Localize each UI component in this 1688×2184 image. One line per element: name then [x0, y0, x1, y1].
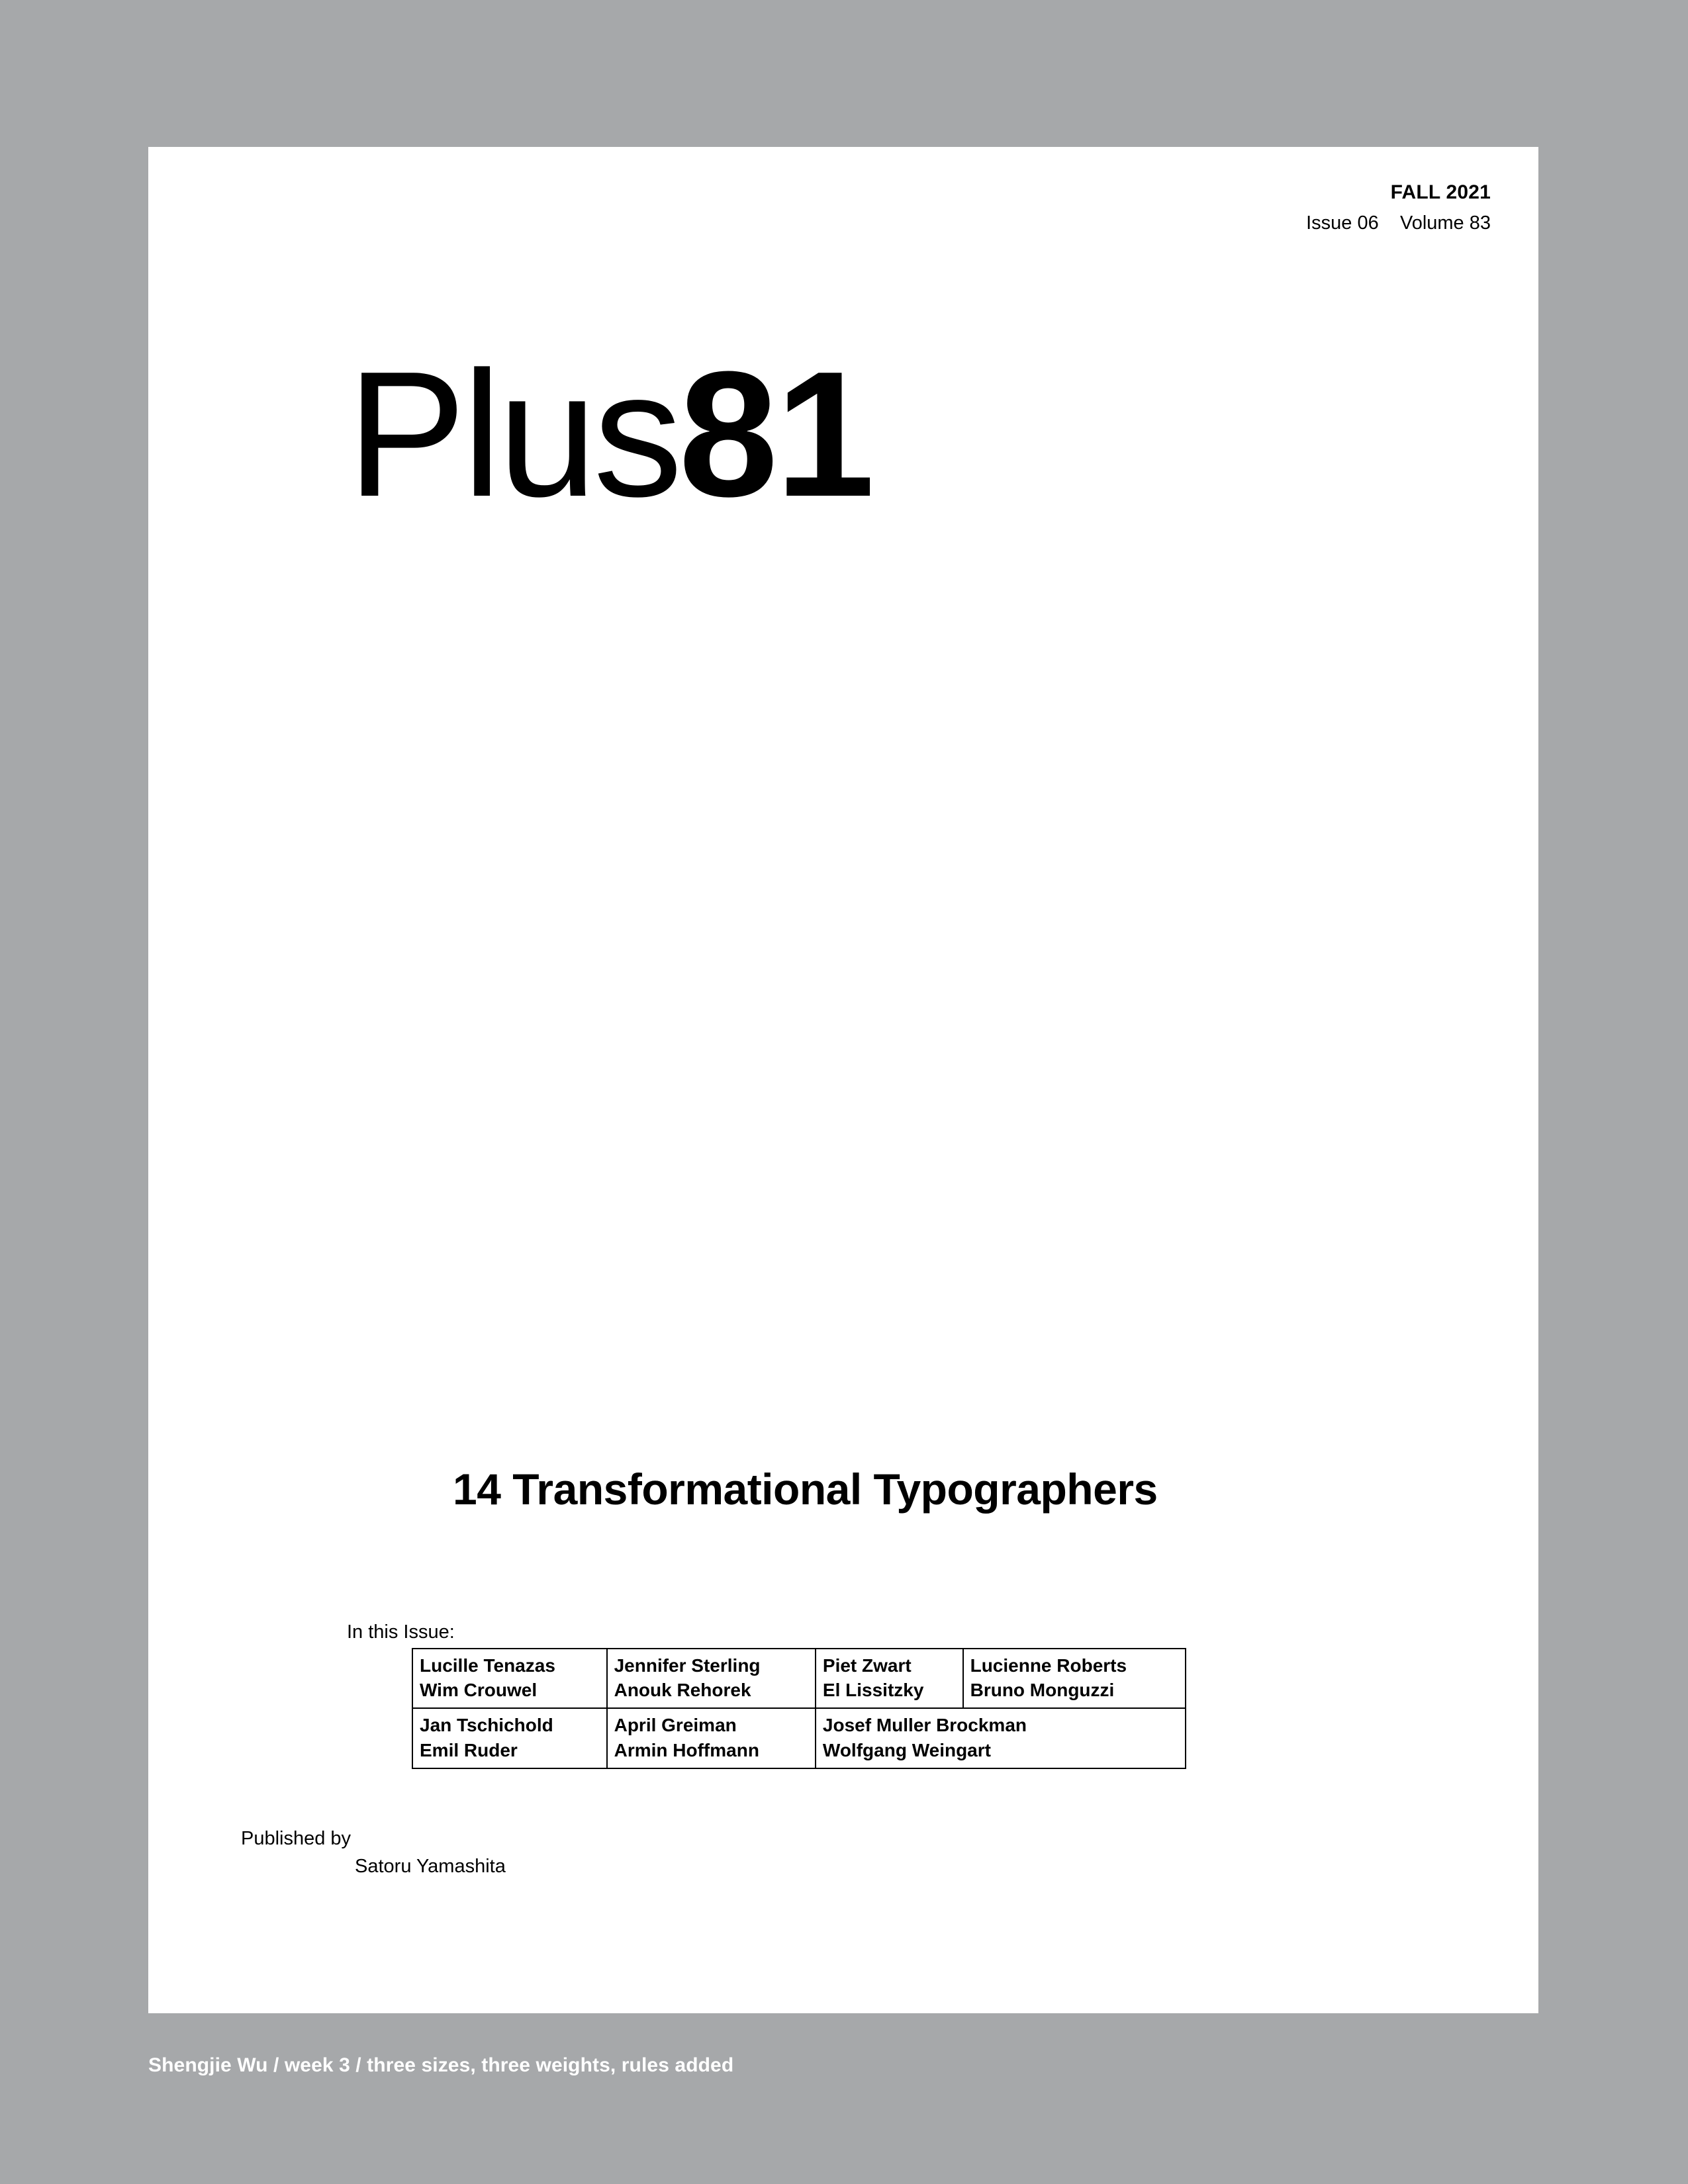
contributor-name: Wim Crouwel — [420, 1680, 538, 1701]
contents-cell — [412, 1649, 607, 1708]
contents-cell — [963, 1649, 1186, 1708]
contents-table — [412, 1648, 1186, 1769]
contributor-name: Emil Ruder — [420, 1739, 518, 1760]
contributor-name: Armin Hoffmann — [614, 1739, 759, 1760]
issue-volume: Issue 06 Volume 83 — [1306, 212, 1491, 234]
publisher-name: Satoru Yamashita — [355, 1856, 506, 1877]
issue-season: FALL 2021 — [1390, 181, 1491, 203]
table-row — [412, 1708, 1186, 1768]
logo-light-part: Plus — [347, 335, 679, 534]
contributor-name: Jennifer Sterling — [614, 1655, 761, 1676]
logo-bold-part: 81 — [679, 335, 872, 534]
contributor-name: Anouk Rehorek — [614, 1680, 751, 1701]
contents-cell — [607, 1649, 816, 1708]
contributor-name: Piet Zwart — [822, 1655, 912, 1676]
cover-headline: 14 Transformational Typographers — [453, 1465, 1158, 1514]
magazine-logo — [347, 335, 872, 534]
page-sheet — [148, 147, 1538, 2013]
masthead-issue-block — [1306, 180, 1491, 236]
contributor-name: Jan Tschichold — [420, 1715, 553, 1736]
contributor-name: Lucille Tenazas — [420, 1655, 555, 1676]
contents-label: In this Issue: — [347, 1621, 455, 1643]
contributor-name: April Greiman — [614, 1715, 737, 1736]
contents-cell — [816, 1708, 1186, 1768]
table-row — [412, 1649, 1186, 1708]
contributor-name: Wolfgang Weingart — [822, 1739, 991, 1760]
contributor-name: Lucienne Roberts — [970, 1655, 1127, 1676]
contents-cell — [816, 1649, 963, 1708]
contents-cell — [607, 1708, 816, 1768]
contributor-name: Bruno Monguzzi — [970, 1680, 1115, 1701]
contributor-name: Josef Muller Brockman — [822, 1715, 1027, 1736]
published-by-label: Published by — [241, 1828, 352, 1849]
contents-cell — [412, 1708, 607, 1768]
contributor-name: El Lissitzky — [822, 1680, 924, 1701]
assignment-caption: Shengjie Wu / week 3 / three sizes, three weights, rules added — [148, 2054, 734, 2076]
